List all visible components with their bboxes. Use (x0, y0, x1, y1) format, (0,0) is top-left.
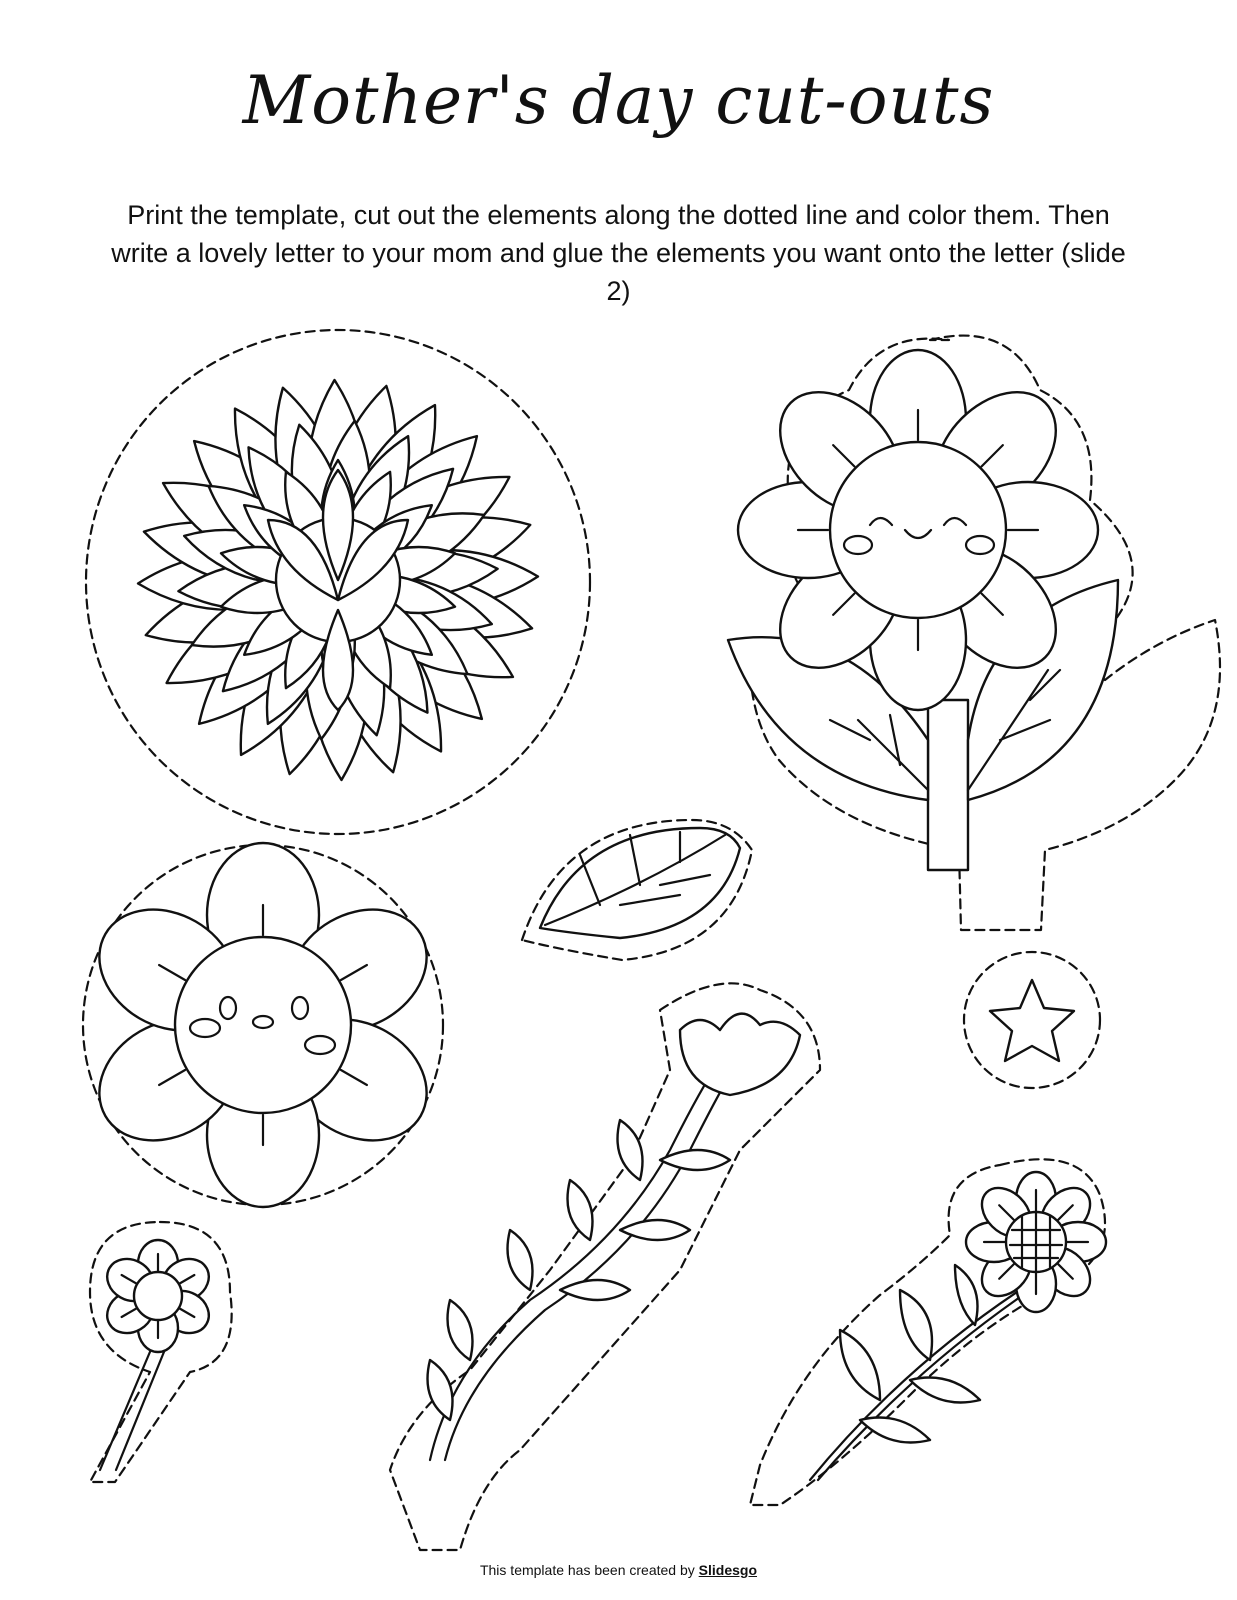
sunflower-branch-cutout (750, 1159, 1106, 1505)
small-flower-cutout (90, 1222, 232, 1482)
smiling-flower-with-leaf-cutout (728, 336, 1220, 930)
slidesgo-link[interactable]: Slidesgo (698, 1562, 758, 1578)
dahlia-cutout (86, 330, 590, 834)
smiling-flower-cutout (77, 843, 448, 1207)
leaf-cutout (522, 820, 752, 960)
tulip-branch-cutout (390, 983, 820, 1550)
footer-credit (0, 1562, 1237, 1578)
star-cutout (964, 952, 1100, 1088)
page-title: Mother's day cut-outs (242, 62, 995, 139)
footer-text: This template has been created by (479, 1562, 695, 1578)
instructions-text: Print the template, cut out the elements along the dotted line and color them. Then write a lovely letter to your mom and glue the elements you want onto the letter (slide 2) (111, 200, 1126, 306)
